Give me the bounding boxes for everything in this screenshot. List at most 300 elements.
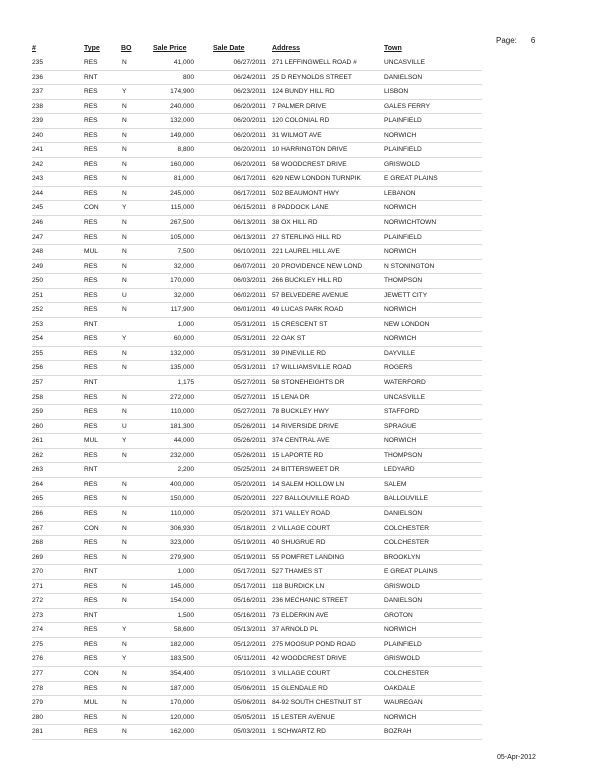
property-type-cell: RES bbox=[84, 160, 98, 168]
table-row bbox=[32, 231, 482, 246]
sale-date-cell: 05/31/2011 bbox=[233, 364, 266, 372]
property-type-cell: RES bbox=[84, 393, 98, 401]
sale-date-cell: 05/26/2011 bbox=[233, 422, 266, 430]
table-row bbox=[32, 609, 482, 624]
town-cell: GRISWOLD bbox=[384, 655, 420, 663]
sale-price-cell: 58,600 bbox=[173, 626, 194, 634]
town-cell: THOMPSON bbox=[384, 451, 423, 459]
bo-flag-cell: Y bbox=[122, 655, 127, 663]
table-row bbox=[32, 420, 482, 435]
row-number-cell: 261 bbox=[32, 437, 44, 445]
town-cell: UNCASVILLE bbox=[384, 59, 426, 66]
bo-flag-cell: N bbox=[122, 59, 127, 66]
sale-price-cell: 1,000 bbox=[177, 320, 194, 328]
sale-date-cell: 05/17/2011 bbox=[233, 582, 266, 590]
sale-date-cell: 05/03/2011 bbox=[233, 728, 266, 736]
address-cell: 24 BITTERSWEET DR bbox=[272, 466, 340, 474]
sale-date-cell: 06/20/2011 bbox=[233, 117, 266, 125]
address-cell: 15 GLENDALE RD bbox=[272, 684, 328, 692]
property-type-cell: RES bbox=[84, 335, 98, 343]
town-cell: COLCHESTER bbox=[384, 539, 430, 547]
town-cell: NORWICH bbox=[384, 131, 417, 139]
address-cell: 55 POMFRET LANDING bbox=[272, 553, 345, 561]
sale-price-cell: 1,175 bbox=[177, 379, 194, 387]
row-number-cell: 272 bbox=[32, 597, 44, 605]
row-number-cell: 248 bbox=[32, 248, 44, 256]
address-cell: 42 WOODCREST DRIVE bbox=[272, 655, 347, 663]
column-header-bo: BO bbox=[121, 45, 132, 52]
address-cell: 7 PALMER DRIVE bbox=[272, 102, 327, 110]
table-row bbox=[32, 725, 482, 740]
table-row bbox=[32, 565, 482, 580]
table-row bbox=[32, 507, 482, 522]
row-number-cell: 257 bbox=[32, 379, 44, 387]
sale-date-cell: 06/23/2011 bbox=[233, 88, 266, 96]
town-cell: NORWICH bbox=[384, 248, 417, 256]
sale-price-cell: 8,800 bbox=[177, 146, 194, 154]
table-row bbox=[32, 391, 482, 406]
sale-date-cell: 06/24/2011 bbox=[233, 73, 266, 81]
table-row bbox=[32, 376, 482, 391]
row-number-cell: 251 bbox=[32, 291, 44, 299]
property-type-cell: RES bbox=[84, 626, 98, 634]
row-number-cell: 242 bbox=[32, 160, 44, 168]
sale-price-cell: 41,000 bbox=[173, 59, 194, 66]
property-type-cell: RES bbox=[84, 553, 98, 561]
row-number-cell: 277 bbox=[32, 669, 44, 677]
row-number-cell: 270 bbox=[32, 568, 44, 576]
sale-price-cell: 32,000 bbox=[173, 262, 194, 270]
row-number-cell: 264 bbox=[32, 480, 44, 488]
sale-date-cell: 05/11/2011 bbox=[233, 655, 266, 663]
property-type-cell: RES bbox=[84, 640, 98, 648]
table-row bbox=[32, 245, 482, 260]
bo-flag-cell: Y bbox=[122, 335, 127, 343]
row-number-cell: 278 bbox=[32, 684, 44, 692]
sale-date-cell: 06/20/2011 bbox=[233, 131, 266, 139]
sale-price-cell: 267,500 bbox=[170, 219, 194, 227]
bo-flag-cell: N bbox=[122, 524, 127, 532]
table-header bbox=[32, 45, 482, 55]
town-cell: NORWICH bbox=[384, 204, 417, 212]
bo-flag-cell: Y bbox=[122, 88, 127, 96]
town-cell: E GREAT PLAINS bbox=[384, 175, 438, 183]
bo-flag-cell: N bbox=[122, 495, 127, 503]
town-cell: WAUREGAN bbox=[384, 699, 423, 707]
bo-flag-cell: N bbox=[122, 117, 127, 125]
table-row bbox=[32, 332, 482, 347]
table-row bbox=[32, 216, 482, 231]
address-cell: 14 SALEM HOLLOW LN bbox=[272, 480, 345, 488]
town-cell: DAYVILLE bbox=[384, 349, 416, 357]
town-cell: COLCHESTER bbox=[384, 669, 430, 677]
sale-price-cell: 32,000 bbox=[173, 291, 194, 299]
sale-price-cell: 400,000 bbox=[170, 480, 194, 488]
row-number-cell: 271 bbox=[32, 582, 44, 590]
sale-price-cell: 354,400 bbox=[170, 669, 194, 677]
town-cell: NEW LONDON bbox=[384, 320, 430, 328]
sale-date-cell: 05/20/2011 bbox=[233, 480, 266, 488]
property-type-cell: RES bbox=[84, 189, 98, 197]
sale-date-cell: 06/13/2011 bbox=[233, 219, 266, 227]
town-cell: JEWETT CITY bbox=[384, 291, 428, 299]
sale-price-cell: 110,000 bbox=[170, 509, 194, 517]
address-cell: 374 CENTRAL AVE bbox=[272, 437, 330, 445]
sale-date-cell: 05/27/2011 bbox=[233, 408, 266, 416]
bo-flag-cell: Y bbox=[122, 626, 127, 634]
sale-price-cell: 272,000 bbox=[170, 393, 194, 401]
sale-date-cell: 06/20/2011 bbox=[233, 146, 266, 154]
table-row bbox=[32, 260, 482, 275]
address-cell: 227 BALLOUVILLE ROAD bbox=[272, 495, 350, 503]
report-date: 05-Apr-2012 bbox=[497, 754, 536, 761]
table-row bbox=[32, 361, 482, 376]
property-type-cell: RES bbox=[84, 117, 98, 125]
sale-date-cell: 06/17/2011 bbox=[233, 175, 266, 183]
bo-flag-cell: N bbox=[122, 669, 127, 677]
property-type-cell: RES bbox=[84, 291, 98, 299]
table-row bbox=[32, 143, 482, 158]
property-type-cell: RES bbox=[84, 480, 98, 488]
address-cell: 629 NEW LONDON TURNPIK bbox=[272, 175, 361, 183]
bo-flag-cell: N bbox=[122, 480, 127, 488]
address-cell: 15 LENA DR bbox=[272, 393, 310, 401]
row-number-cell: 262 bbox=[32, 451, 44, 459]
address-cell: 84-92 SOUTH CHESTNUT ST bbox=[272, 699, 362, 707]
sale-date-cell: 05/25/2011 bbox=[233, 466, 266, 474]
row-number-cell: 246 bbox=[32, 219, 44, 227]
address-cell: 40 SHUGRUE RD bbox=[272, 539, 326, 547]
address-cell: 2 VILLAGE COURT bbox=[272, 524, 331, 532]
bo-flag-cell: N bbox=[122, 160, 127, 168]
town-cell: PLAINFIELD bbox=[384, 233, 422, 241]
address-cell: 221 LAUREL HILL AVE bbox=[272, 248, 340, 256]
town-cell: LISBON bbox=[384, 88, 409, 96]
column-header-sale-price: Sale Price bbox=[153, 45, 187, 52]
row-number-cell: 252 bbox=[32, 306, 44, 314]
bo-flag-cell: N bbox=[122, 713, 127, 721]
address-cell: 15 CRESCENT ST bbox=[272, 320, 328, 328]
town-cell: NORWICH bbox=[384, 437, 417, 445]
address-cell: 17 WILLIAMSVILLE ROAD bbox=[272, 364, 352, 372]
sale-price-cell: 187,000 bbox=[170, 684, 194, 692]
table-row bbox=[32, 652, 482, 667]
sale-date-cell: 06/10/2011 bbox=[233, 248, 266, 256]
sale-date-cell: 05/19/2011 bbox=[233, 539, 266, 547]
row-number-cell: 280 bbox=[32, 713, 44, 721]
row-number-cell: 244 bbox=[32, 189, 44, 197]
bo-flag-cell: N bbox=[122, 699, 127, 707]
property-type-cell: RES bbox=[84, 451, 98, 459]
sale-price-cell: 110,000 bbox=[170, 408, 194, 416]
town-cell: SPRAGUE bbox=[384, 422, 417, 430]
address-cell: 1 SCHWARTZ RD bbox=[272, 728, 326, 736]
property-type-cell: RES bbox=[84, 582, 98, 590]
sale-price-cell: 115,000 bbox=[170, 204, 194, 212]
column-header-sale-date: Sale Date bbox=[213, 45, 245, 52]
bo-flag-cell: Y bbox=[122, 204, 127, 212]
property-type-cell: RES bbox=[84, 495, 98, 503]
sale-date-cell: 05/10/2011 bbox=[233, 669, 266, 677]
row-number-cell: 255 bbox=[32, 349, 44, 357]
sale-price-cell: 323,000 bbox=[170, 539, 194, 547]
sale-date-cell: 06/20/2011 bbox=[233, 102, 266, 110]
bo-flag-cell: N bbox=[122, 306, 127, 314]
bo-flag-cell: N bbox=[122, 597, 127, 605]
address-cell: 39 PINEVILLE RD bbox=[272, 349, 326, 357]
town-cell: BROOKLYN bbox=[384, 553, 421, 561]
bo-flag-cell: N bbox=[122, 175, 127, 183]
property-type-cell: RES bbox=[84, 539, 98, 547]
address-cell: 371 VALLEY ROAD bbox=[272, 509, 331, 517]
sale-price-cell: 44,000 bbox=[173, 437, 194, 445]
row-number-cell: 238 bbox=[32, 102, 44, 110]
property-type-cell: RES bbox=[84, 655, 98, 663]
sale-date-cell: 05/27/2011 bbox=[233, 393, 266, 401]
sales-table-body bbox=[32, 56, 482, 740]
row-number-cell: 274 bbox=[32, 626, 44, 634]
bo-flag-cell: N bbox=[122, 408, 127, 416]
sale-date-cell: 05/18/2011 bbox=[233, 524, 266, 532]
address-cell: 25 D REYNOLDS STREET bbox=[272, 73, 352, 81]
table-row bbox=[32, 187, 482, 202]
sale-date-cell: 06/15/2011 bbox=[233, 204, 266, 212]
bo-flag-cell: N bbox=[122, 728, 127, 736]
property-type-cell: MUL bbox=[84, 699, 98, 707]
property-type-cell: RNT bbox=[84, 466, 98, 474]
table-row bbox=[32, 158, 482, 173]
sale-price-cell: 800 bbox=[182, 73, 194, 81]
property-type-cell: MUL bbox=[84, 437, 98, 445]
table-row bbox=[32, 434, 482, 449]
address-cell: 37 ARNOLD PL bbox=[272, 626, 319, 634]
property-type-cell: RES bbox=[84, 349, 98, 357]
sale-price-cell: 181,300 bbox=[170, 422, 194, 430]
address-cell: 49 LUCAS PARK ROAD bbox=[272, 306, 344, 314]
table-row bbox=[32, 638, 482, 653]
property-type-cell: RES bbox=[84, 277, 98, 285]
address-cell: 31 WILMOT AVE bbox=[272, 131, 322, 139]
address-cell: 27 STERLING HILL RD bbox=[272, 233, 342, 241]
property-type-cell: RES bbox=[84, 146, 98, 154]
sale-date-cell: 06/03/2011 bbox=[233, 277, 266, 285]
town-cell: PLAINFIELD bbox=[384, 640, 422, 648]
town-cell: GALES FERRY bbox=[384, 102, 431, 110]
column-header-address: Address bbox=[272, 45, 301, 52]
town-cell: ROGERS bbox=[384, 364, 413, 372]
sale-price-cell: 1,500 bbox=[177, 611, 194, 619]
town-cell: NORWICH bbox=[384, 713, 417, 721]
bo-flag-cell: N bbox=[122, 684, 127, 692]
page-label: Page: bbox=[496, 36, 517, 45]
address-cell: 14 RIVERSIDE DRIVE bbox=[272, 422, 339, 430]
sale-date-cell: 05/31/2011 bbox=[233, 335, 266, 343]
sale-date-cell: 05/26/2011 bbox=[233, 451, 266, 459]
row-number-cell: 254 bbox=[32, 335, 44, 343]
address-cell: 10 HARRINGTON DRIVE bbox=[272, 146, 348, 154]
table-row bbox=[32, 711, 482, 726]
table-row bbox=[32, 682, 482, 697]
row-number-cell: 258 bbox=[32, 393, 44, 401]
address-cell: 78 BUCKLEY HWY bbox=[272, 408, 330, 416]
sale-date-cell: 06/13/2011 bbox=[233, 233, 266, 241]
table-row bbox=[32, 289, 482, 304]
table-row bbox=[32, 696, 482, 711]
bo-flag-cell: U bbox=[122, 422, 127, 430]
property-type-cell: RES bbox=[84, 262, 98, 270]
bo-flag-cell: N bbox=[122, 146, 127, 154]
row-number-cell: 243 bbox=[32, 175, 44, 183]
town-cell: COLCHESTER bbox=[384, 524, 430, 532]
sale-date-cell: 05/06/2011 bbox=[233, 699, 266, 707]
bo-flag-cell: U bbox=[122, 291, 127, 299]
sale-date-cell: 05/31/2011 bbox=[233, 349, 266, 357]
sale-price-cell: 245,000 bbox=[170, 189, 194, 197]
bo-flag-cell: N bbox=[122, 248, 127, 256]
row-number-cell: 265 bbox=[32, 495, 44, 503]
table-row bbox=[32, 478, 482, 493]
bo-flag-cell: N bbox=[122, 393, 127, 401]
property-type-cell: RES bbox=[84, 713, 98, 721]
sale-price-cell: 170,000 bbox=[170, 699, 194, 707]
column-header-type: Type bbox=[84, 45, 100, 52]
sale-price-cell: 105,000 bbox=[170, 233, 194, 241]
sale-date-cell: 05/16/2011 bbox=[233, 597, 266, 605]
address-cell: 15 LAPORTE RD bbox=[272, 451, 324, 459]
address-cell: 502 BEAUMONT HWY bbox=[272, 189, 340, 197]
row-number-cell: 237 bbox=[32, 88, 44, 96]
table-row bbox=[32, 536, 482, 551]
row-number-cell: 276 bbox=[32, 655, 44, 663]
row-number-cell: 275 bbox=[32, 640, 44, 648]
row-number-cell: 240 bbox=[32, 131, 44, 139]
town-cell: E GREAT PLAINS bbox=[384, 568, 438, 576]
town-cell: N STONINGTON bbox=[384, 262, 435, 270]
table-row bbox=[32, 71, 482, 86]
table-row bbox=[32, 129, 482, 144]
sale-date-cell: 05/17/2011 bbox=[233, 568, 266, 576]
town-cell: DANIELSON bbox=[384, 597, 423, 605]
sale-price-cell: 7,500 bbox=[177, 248, 194, 256]
sale-date-cell: 05/27/2011 bbox=[233, 379, 266, 387]
table-row bbox=[32, 594, 482, 609]
town-cell: UNCASVILLE bbox=[384, 393, 426, 401]
bo-flag-cell: N bbox=[122, 262, 127, 270]
sale-date-cell: 06/07/2011 bbox=[233, 262, 266, 270]
property-type-cell: RES bbox=[84, 88, 98, 96]
address-cell: 124 BUNDY HILL RD bbox=[272, 88, 335, 96]
property-type-cell: RES bbox=[84, 102, 98, 110]
town-cell: DANIELSON bbox=[384, 73, 423, 81]
property-type-cell: RNT bbox=[84, 611, 98, 619]
table-row bbox=[32, 463, 482, 478]
table-row bbox=[32, 347, 482, 362]
property-type-cell: RES bbox=[84, 728, 98, 736]
table-row bbox=[32, 201, 482, 216]
sale-date-cell: 05/12/2011 bbox=[233, 640, 266, 648]
table-row bbox=[32, 114, 482, 129]
table-row bbox=[32, 449, 482, 464]
sale-price-cell: 132,000 bbox=[170, 117, 194, 125]
town-cell: NORWICHTOWN bbox=[384, 219, 437, 227]
sale-price-cell: 2,200 bbox=[177, 466, 194, 474]
property-type-cell: RNT bbox=[84, 379, 98, 387]
bo-flag-cell: N bbox=[122, 451, 127, 459]
town-cell: GROTON bbox=[384, 611, 413, 619]
row-number-cell: 273 bbox=[32, 611, 44, 619]
town-cell: PLAINFIELD bbox=[384, 117, 422, 125]
row-number-cell: 279 bbox=[32, 699, 44, 707]
sale-price-cell: 135,000 bbox=[170, 364, 194, 372]
sale-date-cell: 06/17/2011 bbox=[233, 189, 266, 197]
page-number-value: 6 bbox=[530, 36, 536, 45]
address-cell: 57 BELVEDERE AVENUE bbox=[272, 291, 349, 299]
table-row bbox=[32, 492, 482, 507]
property-type-cell: RNT bbox=[84, 568, 98, 576]
sale-price-cell: 1,000 bbox=[177, 568, 194, 576]
column-header-town: Town bbox=[384, 45, 402, 52]
town-cell: WATERFORD bbox=[384, 379, 426, 387]
row-number-cell: 245 bbox=[32, 204, 44, 212]
property-type-cell: RNT bbox=[84, 320, 98, 328]
address-cell: 22 OAK ST bbox=[272, 335, 306, 343]
bo-flag-cell: N bbox=[122, 219, 127, 227]
table-row bbox=[32, 667, 482, 682]
address-cell: 20 PROVIDENCE NEW LOND bbox=[272, 262, 363, 270]
property-type-cell: RES bbox=[84, 408, 98, 416]
property-type-cell: RES bbox=[84, 219, 98, 227]
row-number-cell: 235 bbox=[32, 59, 44, 66]
sale-price-cell: 183,500 bbox=[170, 655, 194, 663]
row-number-cell: 267 bbox=[32, 524, 44, 532]
town-cell: BALLOUVILLE bbox=[384, 495, 428, 503]
property-type-cell: RES bbox=[84, 59, 98, 66]
row-number-cell: 253 bbox=[32, 320, 44, 328]
property-type-cell: CON bbox=[84, 524, 99, 532]
row-number-cell: 268 bbox=[32, 539, 44, 547]
sale-price-cell: 154,000 bbox=[170, 597, 194, 605]
sale-price-cell: 132,000 bbox=[170, 349, 194, 357]
address-cell: 73 ELDERKIN AVE bbox=[272, 611, 329, 619]
bo-flag-cell: N bbox=[122, 582, 127, 590]
bo-flag-cell: N bbox=[122, 233, 127, 241]
sale-price-cell: 160,000 bbox=[170, 160, 194, 168]
table-row bbox=[32, 551, 482, 566]
property-type-cell: RES bbox=[84, 364, 98, 372]
table-row bbox=[32, 172, 482, 187]
sale-date-cell: 05/16/2011 bbox=[233, 611, 266, 619]
sale-date-cell: 06/01/2011 bbox=[233, 306, 266, 314]
town-cell: OAKDALE bbox=[384, 684, 416, 692]
table-row bbox=[32, 623, 482, 638]
bo-flag-cell: N bbox=[122, 131, 127, 139]
table-row bbox=[32, 405, 482, 420]
bo-flag-cell: N bbox=[122, 553, 127, 561]
table-row bbox=[32, 318, 482, 333]
sale-price-cell: 306,930 bbox=[170, 524, 194, 532]
row-number-cell: 256 bbox=[32, 364, 44, 372]
bo-flag-cell: N bbox=[122, 364, 127, 372]
table-row bbox=[32, 274, 482, 289]
sale-price-cell: 240,000 bbox=[170, 102, 194, 110]
address-cell: 120 COLONIAL RD bbox=[272, 117, 330, 125]
table-row bbox=[32, 303, 482, 318]
sale-date-cell: 06/27/2011 bbox=[233, 59, 266, 66]
bo-flag-cell: N bbox=[122, 509, 127, 517]
town-cell: DANIELSON bbox=[384, 509, 423, 517]
town-cell: LEDYARD bbox=[384, 466, 415, 474]
address-cell: 275 MOOSUP POND ROAD bbox=[272, 640, 356, 648]
